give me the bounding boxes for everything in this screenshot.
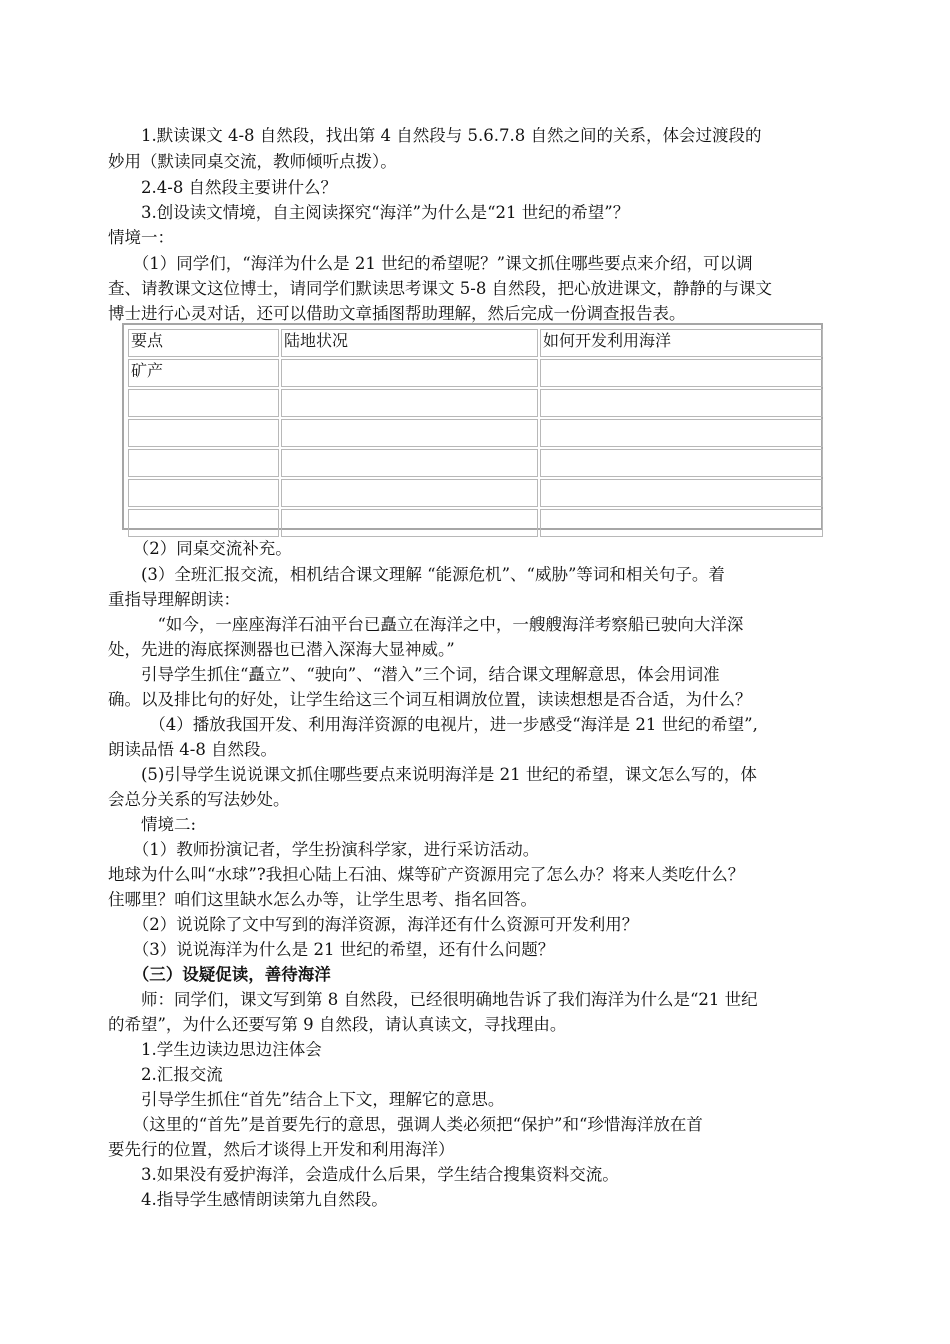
table-cell — [128, 389, 279, 417]
table-row — [128, 479, 823, 507]
text-line: 查、请教课文这位博士，请同学们默读思考课文 5-8 自然段，把心放进课文，静静的与课文 — [108, 279, 773, 298]
text-line: 情境一： — [108, 228, 174, 247]
text-line: （3）说说海洋为什么是 21 世纪的希望，还有什么问题？ — [108, 940, 555, 959]
text-line: 3.如果没有爱护海洋，会造成什么后果，学生结合搜集资料交流。 — [108, 1165, 619, 1184]
text-line: 妙用（默读同桌交流，教师倾听点拨）。 — [108, 152, 397, 171]
text-line: 3.创设读文情境，自主阅读探究“海洋”为什么是“21 世纪的希望”？ — [108, 203, 630, 222]
text-line: 住哪里？咱们这里缺水怎么办等，让学生思考、指名回答。 — [108, 890, 537, 909]
text-line: 1.学生边读边思边注体会 — [108, 1040, 322, 1059]
text-line: 朗读品悟 4-8 自然段。 — [108, 740, 278, 759]
table-row — [128, 419, 823, 447]
table-cell — [281, 359, 538, 387]
header-cell-key-point: 要点 — [128, 329, 279, 357]
text-line: （2）同桌交流补充。 — [108, 539, 292, 558]
table-cell — [281, 479, 538, 507]
table-cell — [128, 509, 279, 537]
table-cell — [540, 359, 823, 387]
table-cell — [128, 419, 279, 447]
text-line: (5)引导学生说说课文抓住哪些要点来说明海洋是 21 世纪的希望，课文怎么写的，体 — [108, 765, 757, 784]
table-cell — [540, 449, 823, 477]
table-cell — [540, 419, 823, 447]
table-row — [128, 449, 823, 477]
table-row — [128, 359, 823, 387]
text-line: 地球为什么叫“水球”?我担心陆上石油、煤等矿产资源用完了怎么办？将来人类吃什么？ — [108, 865, 745, 884]
text-line: 确。以及排比句的好处，让学生给这三个词互相调放位置，读读想想是否合适，为什么？ — [108, 690, 752, 709]
table-cell — [281, 449, 538, 477]
text-line: (3）全班汇报交流，相机结合课文理解 “能源危机”、“威胁”等词和相关句子。着 — [108, 565, 725, 584]
text-line: （4）播放我国开发、利用海洋资源的电视片，进一步感受“海洋是 21 世纪的希望”, — [108, 715, 758, 734]
text-line: 会总分关系的写法妙处。 — [108, 790, 290, 809]
text-line: 1.默读课文 4-8 自然段，找出第 4 自然段与 5.6.7.8 自然之间的关系，体会过渡段的 — [108, 126, 762, 145]
survey-report-table — [122, 323, 823, 530]
table-cell — [540, 509, 823, 537]
header-cell-ocean-development: 如何开发利用海洋 — [540, 329, 823, 357]
table-cell — [540, 389, 823, 417]
text-line: “如今，一座座海洋石油平台已矗立在海洋之中，一艘艘海洋考察船已驶向大洋深 — [108, 615, 744, 634]
table-cell — [128, 479, 279, 507]
text-line: （这里的“首先”是首要先行的意思，强调人类必须把“保护”和“珍惜海洋放在首 — [108, 1115, 703, 1134]
text-line: （2）说说除了文中写到的海洋资源，海洋还有什么资源可开发利用？ — [108, 915, 639, 934]
header-cell-land-status: 陆地状况 — [281, 329, 538, 357]
text-line: 引导学生抓住“矗立”、“驶向”、“潜入”三个词，结合课文理解意思，体会用词准 — [108, 665, 720, 684]
text-line: 要先行的位置，然后才谈得上开发和利用海洋） — [108, 1140, 455, 1159]
table-cell — [128, 449, 279, 477]
table-row — [128, 509, 823, 537]
table-cell — [281, 509, 538, 537]
text-line: 2.4-8 自然段主要讲什么？ — [108, 178, 338, 197]
text-line: 博士进行心灵对话，还可以借助文章插图帮助理解，然后完成一份调查报告表。 — [108, 304, 686, 323]
text-line: 2.汇报交流 — [108, 1065, 223, 1084]
text-line: （1）同学们，“海洋为什么是 21 世纪的希望呢？”课文抓住哪些要点来介绍，可以调 — [108, 254, 753, 273]
table-row — [128, 389, 823, 417]
section-heading: （三）设疑促读，善待海洋 — [108, 965, 331, 984]
table-cell — [281, 419, 538, 447]
text-line: （1）教师扮演记者，学生扮演科学家，进行采访活动。 — [108, 840, 540, 859]
text-line: 处，先进的海底探测器也已潜入深海大显神威。” — [108, 640, 455, 659]
table-cell — [540, 479, 823, 507]
text-line: 情境二: — [108, 815, 197, 834]
text-line: 引导学生抓住“首先”结合上下文，理解它的意思。 — [108, 1090, 505, 1109]
table-cell: 矿产 — [128, 359, 279, 387]
text-line: 的希望”，为什么还要写第 9 自然段，请认真读文，寻找理由。 — [108, 1015, 567, 1034]
text-line: 师：同学们，课文写到第 8 自然段，已经很明确地告诉了我们海洋为什么是“21 世纪 — [108, 990, 758, 1009]
text-line: 4.指导学生感情朗读第九自然段。 — [108, 1190, 388, 1209]
table-cell — [281, 389, 538, 417]
table-header-row — [128, 329, 823, 357]
text-line: 重指导理解朗读： — [108, 590, 240, 609]
